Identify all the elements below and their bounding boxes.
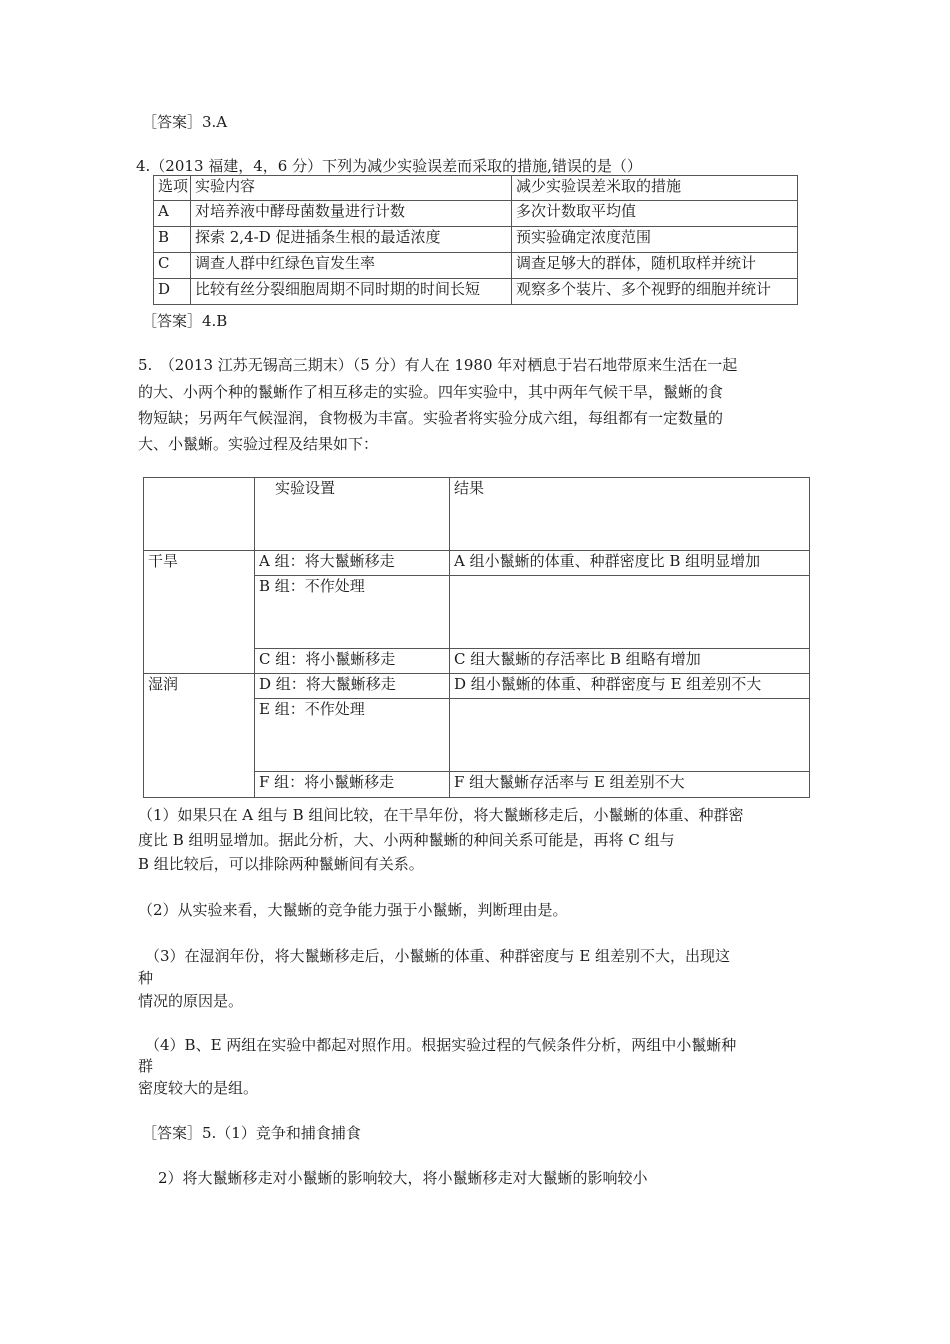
table-row	[154, 227, 798, 253]
question-5-stem-line-1: 5. （2013 江苏无锡高三期末）（5 分）有人在 1980 年对栖息于岩石地带原来生活在一起	[138, 356, 738, 374]
setup-cell: F 组：将小鬣蜥移走	[255, 772, 450, 798]
table-row	[154, 253, 798, 279]
question-5-table	[143, 477, 810, 798]
option-label: A	[154, 201, 191, 227]
header-result: 结果	[450, 478, 810, 551]
sub-question-3-line-3: 情况的原因是。	[138, 992, 244, 1010]
option-label: D	[154, 279, 191, 305]
setup-cell: C 组：将小鬣蜥移走	[255, 649, 450, 674]
result-cell	[450, 699, 810, 772]
sub-question-4-line-2: 群	[138, 1057, 154, 1075]
header-option: 选项	[154, 176, 191, 201]
result-cell: F 组大鬣蜥存活率与 E 组差别不大	[450, 772, 810, 798]
header-content: 实验内容	[191, 176, 512, 201]
sub-question-1-line-1: （1）如果只在 A 组与 B 组间比较，在干旱年份，将大鬣蜥移走后，小鬣蜥的体重、种群密	[138, 806, 744, 824]
result-cell: A 组小鬣蜥的体重、种群密度比 B 组明显增加	[450, 551, 810, 576]
setup-cell: E 组：不作处理	[255, 699, 450, 772]
sub-question-1-line-3: B 组比较后，可以排除两种鬣蜥间有关系。	[138, 855, 424, 873]
option-label: B	[154, 227, 191, 253]
question-4-stem: 4.（2013 福建，4，6 分）下列为减少实验误差而采取的措施,错误的是（）	[136, 157, 642, 175]
sub-question-3-line-1: （3）在湿润年份，将大鬣蜥移走后，小鬣蜥的体重、种群密度与 E 组差别不大，出现这	[145, 947, 731, 965]
question-5-stem-line-4: 大、小鬣蜥。实验过程及结果如下：	[138, 435, 379, 453]
measure-cell: 多次计数取平均值	[512, 201, 798, 227]
table-header-row	[154, 176, 798, 201]
sub-question-3-line-2: 种	[138, 969, 154, 987]
result-cell	[450, 576, 810, 649]
answer-5-part-1: ［答案］5.（1）竞争和捕食捕食	[142, 1124, 361, 1142]
setup-cell: D 组：将大鬣蜥移走	[255, 674, 450, 699]
header-setup: 实验设置	[255, 478, 450, 551]
content-cell: 比较有丝分裂细胞周期不同时期的时间长短	[191, 279, 512, 305]
header-measure: 减少实验误差米取的措施	[512, 176, 798, 201]
table-row	[144, 551, 810, 576]
header-blank	[144, 478, 255, 551]
measure-cell: 预实验确定浓度范围	[512, 227, 798, 253]
content-cell: 调查人群中红绿色盲发生率	[191, 253, 512, 279]
answer-5-part-2: 2）将大鬣蜥移走对小鬣蜥的影响较大，将小鬣蜥移走对大鬣蜥的影响较小	[158, 1169, 648, 1187]
table-row	[154, 279, 798, 305]
option-label: C	[154, 253, 191, 279]
question-5-stem-line-3: 物短缺；另两年气候湿润，食物极为丰富。实验者将实验分成六组，每组都有一定数量的	[138, 409, 724, 427]
table-header-row	[144, 478, 810, 551]
answer-4: ［答案］4.B	[142, 312, 228, 330]
content-cell: 对培养液中酵母菌数量进行计数	[191, 201, 512, 227]
condition-wet: 湿润	[144, 674, 255, 798]
table-row	[154, 201, 798, 227]
table-row	[144, 674, 810, 699]
condition-dry: 干旱	[144, 551, 255, 674]
content-cell: 探索 2,4-D 促进插条生根的最适浓度	[191, 227, 512, 253]
measure-cell: 观察多个装片、多个视野的细胞并统计	[512, 279, 798, 305]
setup-cell: A 组：将大鬣蜥移走	[255, 551, 450, 576]
answer-3: ［答案］3.A	[142, 113, 228, 131]
sub-question-2: （2）从实验来看，大鬣蜥的竞争能力强于小鬣蜥，判断理由是。	[138, 901, 568, 919]
sub-question-4-line-1: （4）B、E 两组在实验中都起对照作用。根据实验过程的气候条件分析，两组中小鬣蜥种	[145, 1036, 737, 1054]
question-5-stem-line-2: 的大、小两个种的鬣蜥作了相互移走的实验。四年实验中，其中两年气候干旱，鬣蜥的食	[138, 383, 724, 401]
result-cell: C 组大鬣蜥的存活率比 B 组略有增加	[450, 649, 810, 674]
setup-cell: B 组：不作处理	[255, 576, 450, 649]
result-cell: D 组小鬣蜥的体重、种群密度与 E 组差别不大	[450, 674, 810, 699]
sub-question-4-line-3: 密度较大的是组。	[138, 1079, 259, 1097]
measure-cell: 调查足够大的群体，随机取样并统计	[512, 253, 798, 279]
question-4-table	[153, 175, 798, 305]
sub-question-1-line-2: 度比 B 组明显增加。据此分析，大、小两种鬣蜥的种间关系可能是，再将 C 组与	[138, 831, 675, 849]
